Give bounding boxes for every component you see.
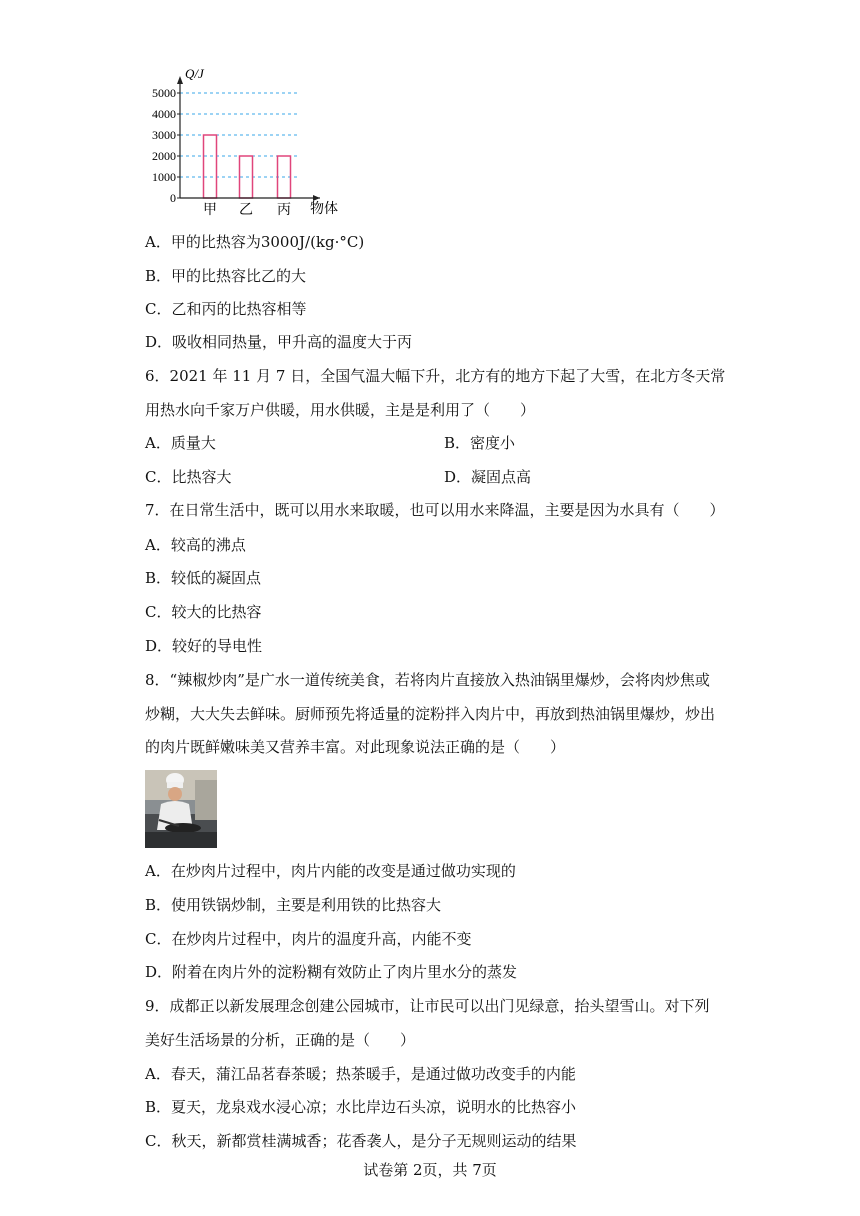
q9-option-c: C．秋天，新都赏桂满城香；花香袭人，是分子无规则运动的结果 [145,1132,577,1150]
q7-option-a: A．较高的沸点 [145,536,246,554]
q7-option-b: B．较低的凝固点 [145,569,262,587]
q9-option-a: A．春天，蒲江品茗春茶暖；热茶暖手，是通过做功改变手的内能 [145,1065,576,1083]
q8-option-b: B．使用铁锅炒制，主要是利用铁的比热容大 [145,896,442,914]
q8-stem-line2: 炒糊，大大失去鲜味。厨师预先将适量的淀粉拌入肉片中，再放到热油锅里爆炒，炒出 [145,705,716,723]
q6-option-d: D．凝固点高 [444,468,532,486]
ytick-label-1000: 1000 [152,170,176,184]
q6-stem-line1: 6．2021 年 11 月 7 日，全国气温大幅下升，北方有的地方下起了大雪，在北方冬天常 [145,367,726,385]
chart-ylabel: Q/J [185,66,204,81]
xtick-label-乙: 乙 [239,202,253,218]
chart-xlabel: 物体 [310,201,338,217]
q5-option-b: B．甲的比热容比乙的大 [145,267,307,285]
q6-stem-line2: 用热水向千家万户供暖，用水供暖，主是是利用了（ ） [145,401,536,419]
chart-axes [177,76,320,201]
chart-bars [204,135,291,198]
q6-option-c: C．比热容大 [145,468,232,486]
q8-option-c: C．在炒肉片过程中，肉片的温度升高，内能不变 [145,930,472,948]
q7-option-d: D．较好的导电性 [145,637,263,655]
q6-option-a: A．质量大 [145,434,216,452]
ytick-label-4000: 4000 [152,107,176,121]
q5-option-d: D．吸收相同热量，甲升高的温度大于丙 [145,333,413,351]
ytick-label-0: 0 [170,191,176,205]
xtick-label-丙: 丙 [277,202,291,218]
bar-甲 [204,135,217,198]
chart-xtick-labels [203,202,291,218]
q8-stem-line1: 8．“辣椒炒肉”是广水一道传统美食，若将肉片直接放入热油锅里爆炒，会将肉炒焦或 [145,671,710,689]
q5-option-a: A．甲的比热容为3000J/(kg·°C) [145,233,365,251]
q7-option-c: C．较大的比热容 [145,603,262,621]
q6-option-b: B．密度小 [444,434,516,452]
q9-stem-line1: 9．成都正以新发展理念创建公园城市，让市民可以出门见绿意，抬头望雪山。对下列 [145,997,710,1015]
heat-bar-chart [140,62,350,222]
ytick-label-3000: 3000 [152,128,176,142]
q9-option-b: B．夏天，龙泉戏水浸心凉；水比岸边石头凉，说明水的比热容小 [145,1098,577,1116]
ytick-label-2000: 2000 [152,149,176,163]
chart-ytick-labels [152,86,176,205]
q9-stem-line2: 美好生活场景的分析，正确的是（ ） [145,1031,416,1049]
ytick-label-5000: 5000 [152,86,176,100]
q7-stem: 7．在日常生活中，既可以用水来取暖，也可以用水来降温，主要是因为水具有（ ） [145,501,725,519]
xtick-label-甲: 甲 [203,202,217,218]
page-footer: 试卷第 2页，共 7页 [363,1161,497,1179]
y-axis-arrow [177,76,183,84]
q8-stem-line3: 的肉片既鲜嫩味美又营养丰富。对此现象说法正确的是（ ） [145,738,566,756]
q8-option-d: D．附着在肉片外的淀粉糊有效防止了肉片里水分的蒸发 [145,963,518,981]
q5-option-c: C．乙和丙的比热容相等 [145,300,307,318]
chef-cooking-photo [145,770,217,848]
q8-option-a: A．在炒肉片过程中，肉片内能的改变是通过做功实现的 [145,862,516,880]
